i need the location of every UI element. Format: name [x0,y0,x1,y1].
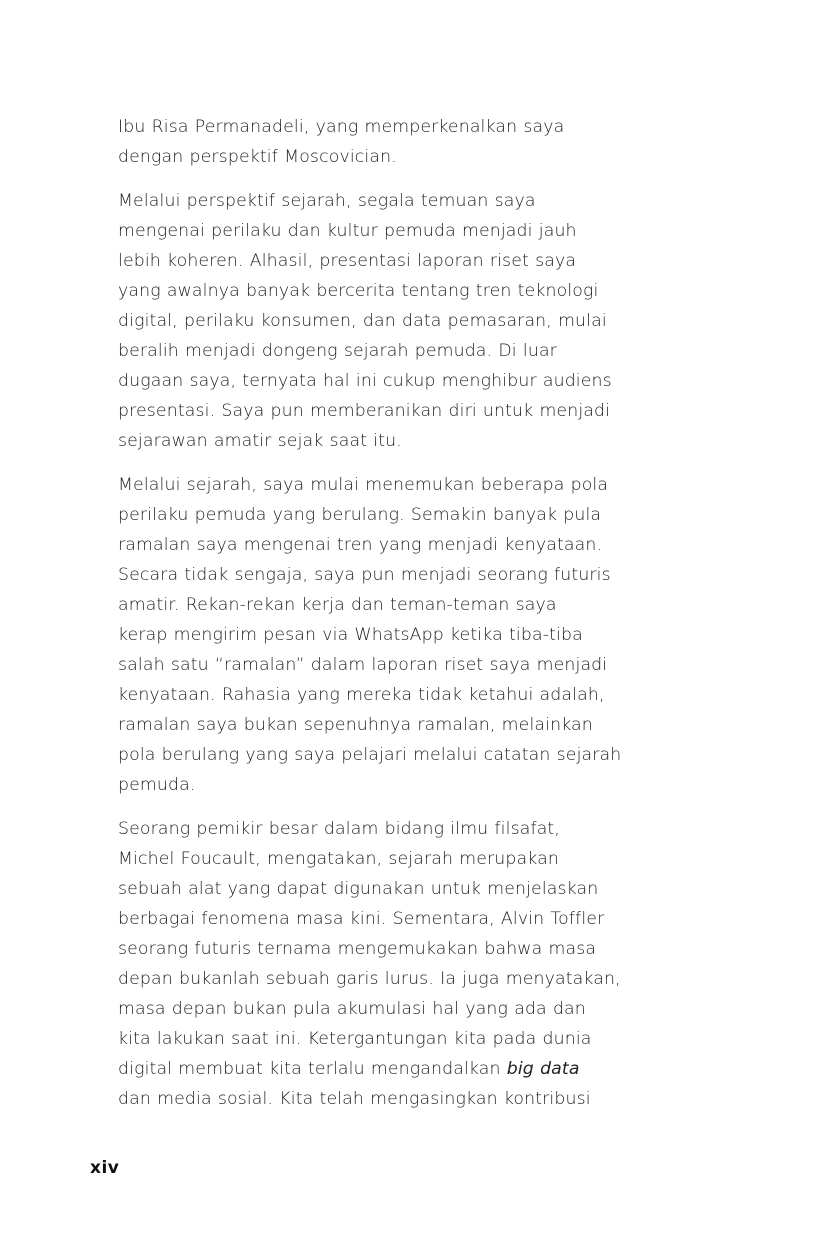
text-line: lebih koheren. Alhasil, presentasi laporan riset saya [118,251,577,271]
text-line: Melalui sejarah, saya mulai menemukan beberapa pola [118,475,609,495]
text-line: beralih menjadi dongeng sejarah pemuda. Di luar [118,341,557,361]
text-line: sejarawan amatir sejak saat itu. [118,431,402,451]
text-line: dengan perspektif Moscovician. [118,147,397,167]
paragraph-2 [118,186,688,456]
text-line-with-italic [118,1054,688,1084]
text-line: digital, perilaku konsumen, dan data pemasaran, mulai [118,311,607,331]
text-line: Melalui perspektif sejarah, segala temuan saya [118,191,536,211]
text-line: ramalan saya mengenai tren yang menjadi kenyataan. [118,535,603,555]
italic-term: big data [506,1059,580,1079]
text-line: perilaku pemuda yang berulang. Semakin banyak pula [118,505,602,525]
text-line: Secara tidak sengaja, saya pun menjadi seorang futuris [118,565,611,585]
text-line: berbagai fenomena masa kini. Sementara, Alvin Toffler [118,909,605,929]
paragraph-3 [118,470,688,800]
text-line: salah satu “ramalan” dalam laporan riset saya menjadi [118,655,608,675]
text-line: pola berulang yang saya pelajari melalui catatan sejarah [118,745,622,765]
paragraph-1 [118,112,688,172]
text-line: kenyataan. Rahasia yang mereka tidak ketahui adalah, [118,685,605,705]
text-line: ramalan saya bukan sepenuhnya ramalan, melainkan [118,715,593,735]
text-line: kerap mengirim pesan via WhatsApp ketika tiba-tiba [118,625,583,645]
text-line: seorang futuris ternama mengemukakan bahwa masa [118,939,597,959]
text-line: mengenai perilaku dan kultur pemuda menjadi jauh [118,221,577,241]
text-line: pemuda. [118,775,196,795]
text-line: Michel Foucault, mengatakan, sejarah merupakan [118,849,559,869]
text-line: dugaan saya, ternyata hal ini cukup menghibur audiens [118,371,612,391]
text-segment: digital membuat kita terlalu mengandalkan [118,1059,507,1079]
text-line: presentasi. Saya pun memberanikan diri untuk menjadi [118,401,611,421]
text-line: amatir. Rekan-rekan kerja dan teman-teman saya [118,595,557,615]
text-line: masa depan bukan pula akumulasi hal yang ada dan [118,999,586,1019]
text-line: sebuah alat yang dapat digunakan untuk menjelaskan [118,879,599,899]
text-line: dan media sosial. Kita telah mengasingkan kontribusi [118,1089,591,1109]
text-line: Seorang pemikir besar dalam bidang ilmu filsafat, [118,819,561,839]
text-line: depan bukanlah sebuah garis lurus. Ia juga menyatakan, [118,969,621,989]
text-line: kita lakukan saat ini. Ketergantungan kita pada dunia [118,1029,592,1049]
text-line: Ibu Risa Permanadeli, yang memperkenalkan saya [118,117,565,137]
paragraph-4 [118,814,688,1114]
body-text [118,112,688,1128]
page-number: xiv [90,1158,120,1178]
text-line: yang awalnya banyak bercerita tentang tren teknologi [118,281,599,301]
